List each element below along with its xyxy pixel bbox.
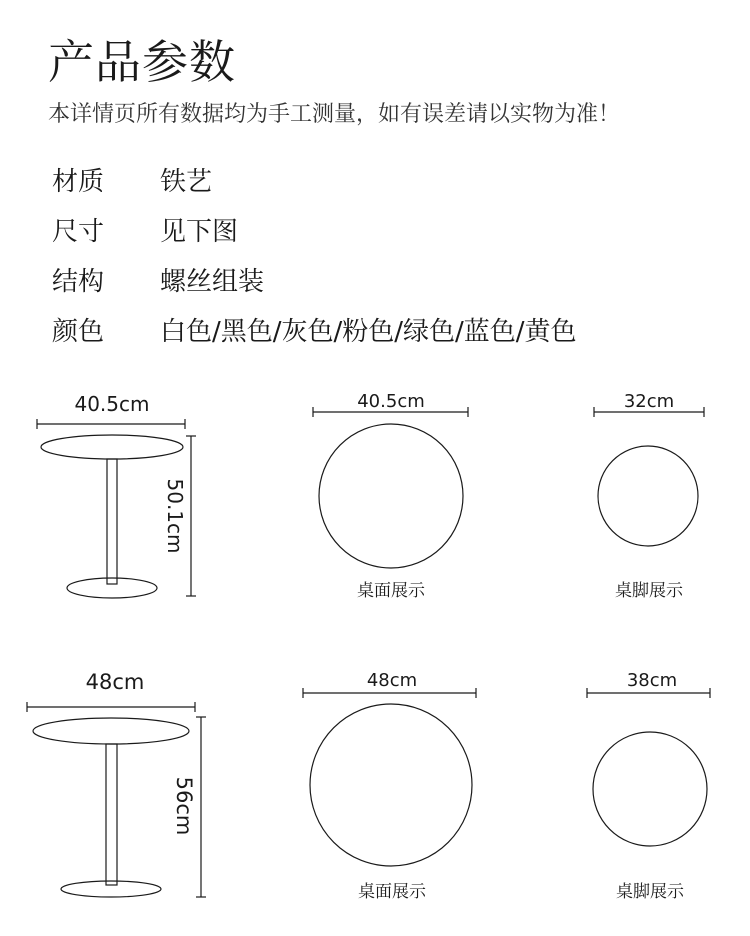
table-base — [61, 881, 161, 897]
spec-value: 螺丝组装 — [160, 267, 265, 297]
small-table-height-label: 50.1cm — [163, 478, 187, 554]
table-top — [33, 718, 189, 744]
spec-label: 结构 — [52, 267, 105, 297]
spec-value: 见下图 — [160, 217, 239, 247]
measurement-disclaimer: 本详情页所有数据均为手工测量，如有误差请以实物为准！ — [48, 102, 621, 127]
small-table-top-view — [313, 407, 468, 568]
large-table-width-label: 48cm — [85, 670, 145, 694]
table-pole — [106, 744, 117, 885]
spec-label: 材质 — [52, 167, 105, 197]
tabletop-circle — [319, 424, 463, 568]
large-table-base-view — [587, 688, 710, 846]
large-table-height-label: 56cm — [172, 776, 196, 836]
large-tabletop-caption: 桌面展示 — [358, 882, 426, 902]
large-base-caption: 桌脚展示 — [616, 882, 684, 902]
table-base — [67, 578, 157, 598]
spec-value: 铁艺 — [160, 167, 213, 197]
page-title: 产品参数 — [48, 35, 236, 89]
small-base-caption: 桌脚展示 — [615, 581, 683, 601]
base-circle — [593, 732, 707, 846]
small-table-width-label: 40.5cm — [74, 392, 150, 416]
small-tabletop-width-label: 40.5cm — [357, 391, 425, 412]
large-tabletop-width-label: 48cm — [366, 670, 418, 691]
small-tabletop-caption: 桌面展示 — [357, 581, 425, 601]
large-table-top-view — [303, 688, 476, 866]
small-base-width-label: 32cm — [623, 391, 675, 412]
table-pole — [107, 459, 117, 584]
small-table-base-view — [594, 407, 704, 546]
tabletop-circle — [310, 704, 472, 866]
spec-label: 尺寸 — [52, 217, 105, 247]
base-circle — [598, 446, 698, 546]
table-top — [41, 435, 183, 459]
spec-label: 颜色 — [52, 317, 105, 347]
spec-value: 白色/黑色/灰色/粉色/绿色/蓝色/黄色 — [160, 317, 577, 347]
large-base-width-label: 38cm — [626, 670, 678, 691]
